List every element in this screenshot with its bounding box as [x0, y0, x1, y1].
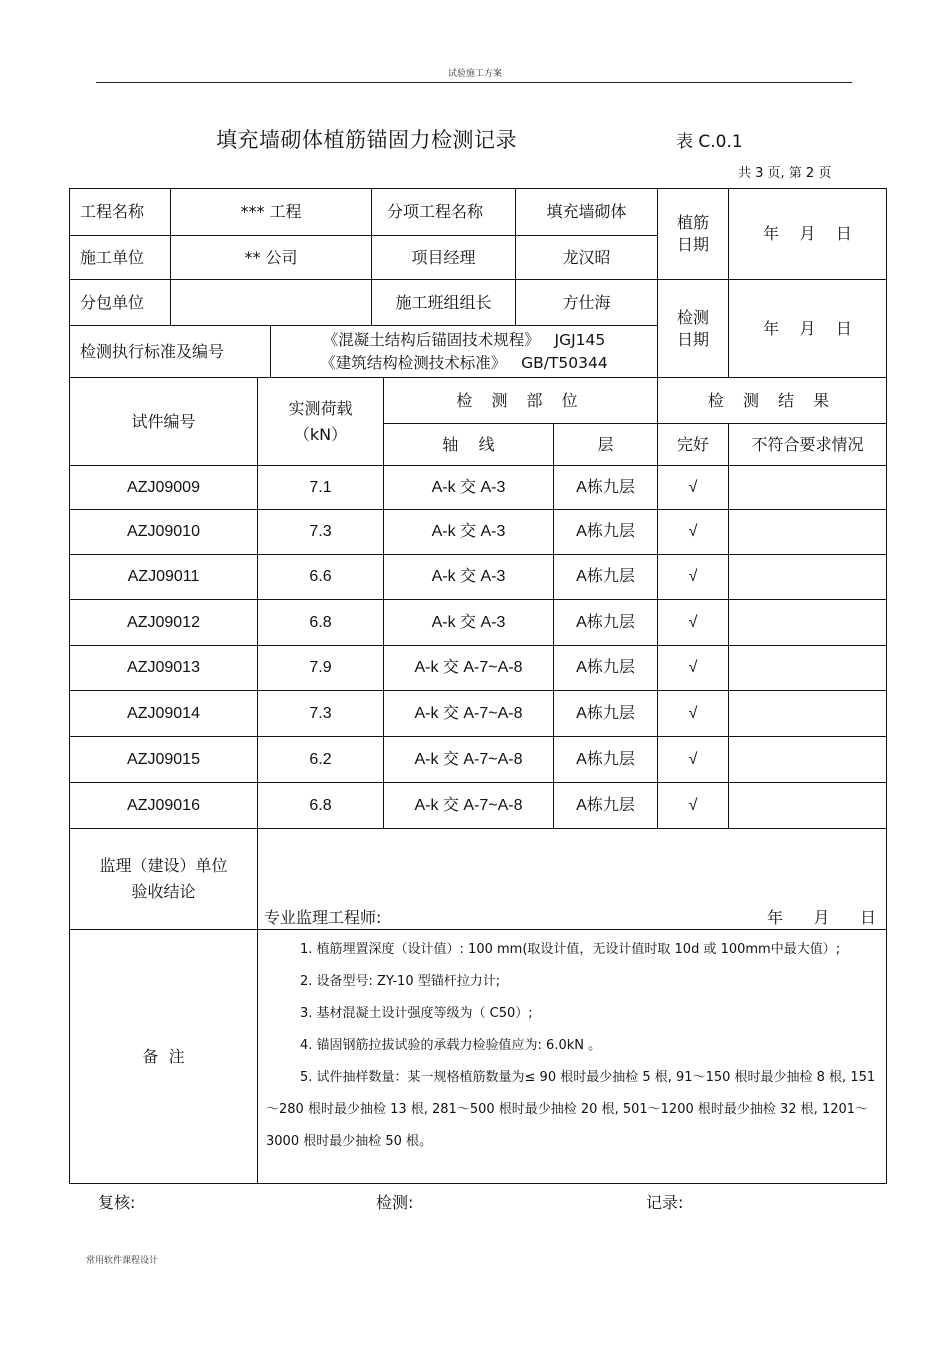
axis-cell: A-k 交 A-7~A-8	[383, 782, 554, 829]
nonconforming-cell	[728, 736, 887, 783]
standard-1: 《混凝土结构后锚固技术规程》 JGJ145	[322, 331, 606, 350]
axis-cell: A-k 交 A-3	[383, 554, 554, 600]
plant-date-label: 植筋 日期	[657, 188, 729, 280]
col-specimen-id: 试件编号	[69, 377, 258, 466]
col-floor: 层	[553, 423, 658, 466]
load-cell: 6.8	[257, 599, 384, 646]
project-name-value: *** 工程	[170, 188, 372, 236]
col-intact: 完好	[657, 423, 729, 466]
axis-cell: A-k 交 A-7~A-8	[383, 690, 554, 737]
specimen-id-cell: AZJ09016	[69, 782, 258, 829]
nonconforming-cell	[728, 782, 887, 829]
load-cell: 7.3	[257, 690, 384, 737]
specimen-id-cell: AZJ09010	[69, 509, 258, 555]
sub-project-label: 分项工程名称	[371, 188, 516, 236]
col-axis: 轴 线	[383, 423, 554, 466]
intact-cell: √	[657, 509, 729, 555]
remarks-content	[257, 929, 887, 1184]
nonconforming-cell	[728, 509, 887, 555]
review-signature: 复核:	[98, 1193, 136, 1212]
header-rule	[96, 82, 852, 83]
pm-label: 项目经理	[371, 235, 516, 280]
axis-cell: A-k 交 A-3	[383, 599, 554, 646]
standard-list	[270, 325, 658, 378]
specimen-id-cell: AZJ09012	[69, 599, 258, 646]
floor-cell: A栋九层	[553, 782, 658, 829]
supervising-engineer-label: 专业监理工程师:	[264, 908, 382, 927]
supervision-content	[257, 828, 887, 930]
contractor-label: 施工单位	[69, 235, 171, 280]
axis-cell: A-k 交 A-3	[383, 465, 554, 510]
remark-item: 4. 锚固钢筋拉拔试验的承载力检验值应为: 6.0kN 。	[300, 1038, 602, 1053]
specimen-id-cell: AZJ09014	[69, 690, 258, 737]
intact-cell: √	[657, 782, 729, 829]
intact-cell: √	[657, 690, 729, 737]
nonconforming-cell	[728, 599, 887, 646]
axis-cell: A-k 交 A-3	[383, 509, 554, 555]
remarks-label-text: 备 注	[142, 1046, 185, 1066]
subcontractor-label: 分包单位	[69, 279, 171, 326]
remark-item: 3. 基材混凝土设计强度等级为（ C50）;	[300, 1006, 533, 1021]
plant-date-value: 年 月 日	[728, 188, 887, 280]
supervision-label: 监理（建设）单位 验收结论	[69, 828, 258, 930]
floor-cell: A栋九层	[553, 554, 658, 600]
col-result: 检 测 结 果	[657, 377, 887, 424]
standard-label: 检测执行标准及编号	[69, 325, 271, 378]
load-cell: 7.1	[257, 465, 384, 510]
pm-value: 龙汉昭	[515, 235, 658, 280]
specimen-id-cell: AZJ09011	[69, 554, 258, 600]
specimen-id-cell: AZJ09015	[69, 736, 258, 783]
floor-cell: A栋九层	[553, 509, 658, 555]
subcontractor-value	[170, 279, 372, 326]
col-measured-load: 实测荷载 （kN）	[257, 377, 384, 466]
floor-cell: A栋九层	[553, 736, 658, 783]
nonconforming-cell	[728, 645, 887, 691]
floor-cell: A栋九层	[553, 690, 658, 737]
supervision-date: 年 月 日	[766, 908, 876, 927]
load-cell: 7.9	[257, 645, 384, 691]
standard-2: 《建筑结构检测技术标准》 GB/T50344	[320, 353, 608, 372]
load-cell: 7.3	[257, 509, 384, 555]
form-number: 表 C.0.1	[676, 132, 743, 152]
sub-project-value: 填充墙砌体	[515, 188, 658, 236]
intact-cell: √	[657, 736, 729, 783]
intact-cell: √	[657, 554, 729, 600]
nonconforming-cell	[728, 465, 887, 510]
specimen-id-cell: AZJ09009	[69, 465, 258, 510]
load-cell: 6.6	[257, 554, 384, 600]
col-location: 检 测 部 位	[383, 377, 658, 424]
test-signature: 检测:	[376, 1193, 414, 1212]
test-date-label: 检测 日期	[657, 279, 729, 378]
intact-cell: √	[657, 645, 729, 691]
project-name-label: 工程名称	[69, 188, 171, 236]
floor-cell: A栋九层	[553, 645, 658, 691]
record-signature: 记录:	[646, 1193, 684, 1212]
load-cell: 6.2	[257, 736, 384, 783]
floor-cell: A栋九层	[553, 465, 658, 510]
page-footer: 常用软件课程设计	[86, 1256, 159, 1266]
remark-item: 5. 试件抽样数量：某一规格植筋数量为≤ 90 根时最少抽检 5 根, 91～150 根时最少抽检 8 根, 151～280 根时最少抽检 13 根, 281～500 根时最少抽检 20 根, 501～1200 根时最少抽检 32 根, 1201～3000 根时最少抽检 50 根。	[266, 1070, 876, 1149]
nonconforming-cell	[728, 554, 887, 600]
team-leader-value: 方仕海	[515, 279, 658, 326]
axis-cell: A-k 交 A-7~A-8	[383, 645, 554, 691]
page-info: 共 3 页, 第 2 页	[738, 166, 832, 181]
intact-cell: √	[657, 599, 729, 646]
test-date-value: 年 月 日	[728, 279, 887, 378]
remark-item: 1. 植筋埋置深度（设计值）: 100 mm(取设计值，无设计值时取 10d 或 100mm中最大值）;	[300, 942, 841, 957]
remark-item: 2. 设备型号: ZY-10 型锚杆拉力计;	[300, 974, 501, 989]
nonconforming-cell	[728, 690, 887, 737]
running-header: 试验施工方案	[447, 69, 502, 79]
col-nonconforming: 不符合要求情况	[728, 423, 887, 466]
contractor-value: ** 公司	[170, 235, 372, 280]
axis-cell: A-k 交 A-7~A-8	[383, 736, 554, 783]
remarks-label	[69, 929, 258, 1184]
specimen-id-cell: AZJ09013	[69, 645, 258, 691]
load-cell: 6.8	[257, 782, 384, 829]
document-title: 填充墙砌体植筋锚固力检测记录	[216, 128, 517, 152]
team-leader-label: 施工班组组长	[371, 279, 516, 326]
intact-cell: √	[657, 465, 729, 510]
floor-cell: A栋九层	[553, 599, 658, 646]
